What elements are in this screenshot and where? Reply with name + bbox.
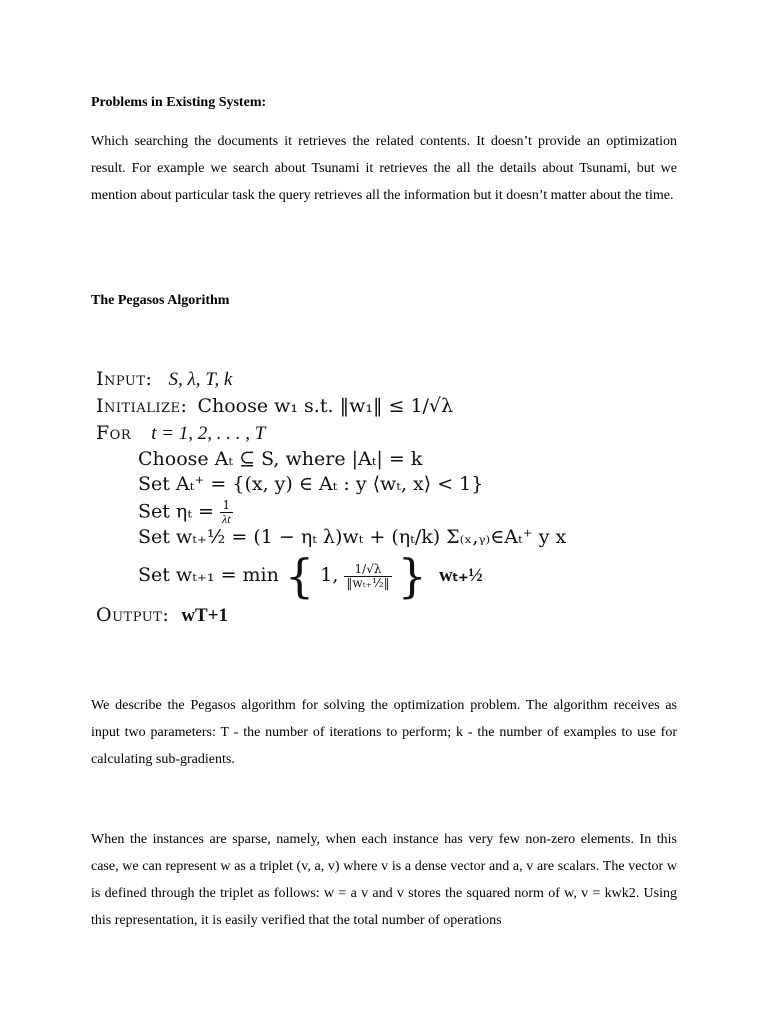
algo-eta-numerator: 1 bbox=[220, 499, 233, 513]
algo-set-eta-line bbox=[138, 499, 233, 526]
section-heading-pegasos: The Pegasos Algorithm bbox=[91, 293, 230, 308]
algo-init-line bbox=[96, 395, 453, 417]
algo-set-w-next-suffix: wₜ₊½ bbox=[439, 565, 483, 586]
pegasos-algorithm-figure bbox=[96, 364, 576, 634]
algo-norm-numerator: 1/√λ bbox=[344, 563, 391, 577]
algo-for-line bbox=[96, 422, 265, 445]
algo-input-keyword: Input: bbox=[96, 368, 153, 390]
paragraph-sparse-instances: When the instances are sparse, namely, when each instance has very few non-zero elements. In this case, we can represent w as a triplet (v, a, v) where v is a dense vector and a, v are scalars. The vector w is defined through the triplet as follows: w = a v and v stores the squared norm of w, v = kwk2. Using this representation, it is easily verified that the total number of operations bbox=[91, 832, 677, 928]
algo-min-one: 1, bbox=[320, 564, 339, 586]
algo-set-w-next-line bbox=[138, 549, 483, 603]
algo-right-brace: } bbox=[397, 549, 427, 603]
paragraph-problems: Which searching the documents it retrieves the related contents. It doesn’t provide an optimization result. For example we search about Tsunami it retrieves the all the details about Tsunami, but we mention about particular task the query retrieves all the information but it doesn’t matter about the time. bbox=[91, 134, 677, 203]
algo-output-value: wT+1 bbox=[181, 605, 229, 626]
algo-for-keyword: For bbox=[96, 422, 132, 444]
algo-set-aplus-line: Set Aₜ⁺ = {(x, y) ∈ Aₜ : y ⟨wₜ, x⟩ < 1} bbox=[138, 473, 484, 495]
algo-for-range: t = 1, 2, . . . , T bbox=[151, 423, 266, 444]
algo-norm-fraction bbox=[344, 563, 391, 590]
algo-set-w-half-line: Set wₜ₊½ = (1 − ηₜ λ)wₜ + (ηₜ/k) Σ₍ₓ,ᵧ₎∈Aₜ⁺ y x bbox=[138, 526, 567, 548]
algo-output-keyword: Output: bbox=[96, 604, 170, 626]
paragraph-pegasos-description: We describe the Pegasos algorithm for solving the optimization problem. The algorithm receives as input two parameters: T - the number of iterations to perform; k - the number of examples to use for calculating sub-gradients. bbox=[91, 698, 677, 767]
algo-init-keyword: Initialize: bbox=[96, 395, 188, 417]
algo-set-w-next-prefix: Set wₜ₊₁ = min bbox=[138, 564, 279, 586]
algo-norm-denominator: ‖wₜ₊½‖ bbox=[346, 575, 390, 590]
section-heading-problems: Problems in Existing System: bbox=[91, 95, 267, 110]
algo-input-line bbox=[96, 368, 232, 391]
algo-set-eta-prefix: Set ηₜ = bbox=[138, 500, 214, 523]
algo-eta-fraction bbox=[220, 499, 233, 526]
algo-left-brace: { bbox=[284, 549, 315, 603]
algo-output-line bbox=[96, 604, 228, 627]
algo-choose-line: Choose Aₜ ⊆ S, where |Aₜ| = k bbox=[138, 448, 423, 470]
algo-input-args: S, λ, T, k bbox=[168, 369, 233, 390]
algo-init-text: Choose w₁ s.t. ‖w₁‖ ≤ 1/√λ bbox=[197, 395, 454, 417]
algo-eta-denominator: λt bbox=[222, 512, 231, 526]
